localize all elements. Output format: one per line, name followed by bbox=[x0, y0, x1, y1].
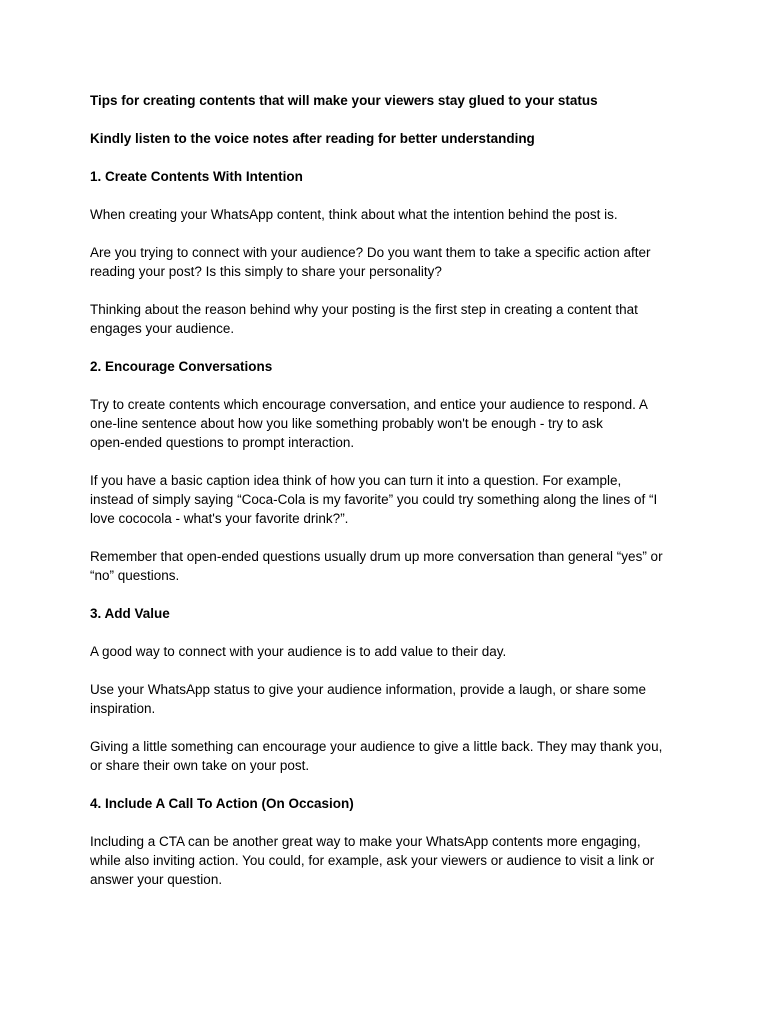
paragraph bbox=[90, 737, 690, 775]
paragraph-line: Use your WhatsApp status to give your audience information, provide a laugh, or share some bbox=[90, 682, 647, 697]
paragraph bbox=[90, 680, 690, 718]
paragraph bbox=[90, 395, 690, 452]
paragraph-line: inspiration. bbox=[90, 701, 156, 716]
paragraph-line: or share their own take on your post. bbox=[90, 758, 310, 773]
paragraph-line: Try to create contents which encourage conversation, and entice your audience to respond. A bbox=[90, 397, 648, 412]
paragraph-line: Giving a little something can encourage your audience to give a little back. They may thank you, bbox=[90, 739, 663, 754]
paragraph-line: love cococola - what's your favorite drink?”. bbox=[90, 511, 349, 526]
paragraph bbox=[90, 547, 690, 585]
paragraph-line: Are you trying to connect with your audience? Do you want them to take a specific action after bbox=[90, 245, 651, 260]
paragraph-line: while also inviting action. You could, for example, ask your viewers or audience to visit a link or bbox=[90, 853, 655, 868]
paragraph bbox=[90, 832, 690, 889]
paragraph-line: answer your question. bbox=[90, 872, 223, 887]
paragraph-line: instead of simply saying “Coca-Cola is my favorite” you could try something along the lines of “I bbox=[90, 492, 658, 507]
paragraph-line: reading your post? Is this simply to share your personality? bbox=[90, 264, 442, 279]
paragraph bbox=[90, 642, 690, 661]
paragraph bbox=[90, 205, 690, 224]
paragraph bbox=[90, 300, 690, 338]
document-subtitle: Kindly listen to the voice notes after reading for better understanding bbox=[90, 131, 535, 146]
paragraph-line: If you have a basic caption idea think of how you can turn it into a question. For example, bbox=[90, 473, 622, 488]
paragraph-line: Remember that open-ended questions usually drum up more conversation than general “yes” or bbox=[90, 549, 663, 564]
paragraph bbox=[90, 243, 690, 281]
section-heading: 3. Add Value bbox=[90, 606, 170, 621]
paragraph-line: Thinking about the reason behind why your posting is the first step in creating a content that bbox=[90, 302, 638, 317]
paragraph bbox=[90, 471, 690, 528]
section-heading: 4. Include A Call To Action (On Occasion) bbox=[90, 796, 354, 811]
paragraph-line: “no” questions. bbox=[90, 568, 180, 583]
paragraph-line: open-ended questions to prompt interaction. bbox=[90, 435, 355, 450]
document-page bbox=[90, 91, 690, 908]
section-heading: 1. Create Contents With Intention bbox=[90, 169, 303, 184]
paragraph-line: A good way to connect with your audience is to add value to their day. bbox=[90, 644, 507, 659]
paragraph-line: one-line sentence about how you like something probably won't be enough - try to ask bbox=[90, 416, 603, 431]
section-heading: 2. Encourage Conversations bbox=[90, 359, 273, 374]
paragraph-line: Including a CTA can be another great way to make your WhatsApp contents more engaging, bbox=[90, 834, 641, 849]
paragraph-line: engages your audience. bbox=[90, 321, 235, 336]
document-title: Tips for creating contents that will make your viewers stay glued to your status bbox=[90, 93, 598, 108]
paragraph-line: When creating your WhatsApp content, think about what the intention behind the post is. bbox=[90, 207, 618, 222]
